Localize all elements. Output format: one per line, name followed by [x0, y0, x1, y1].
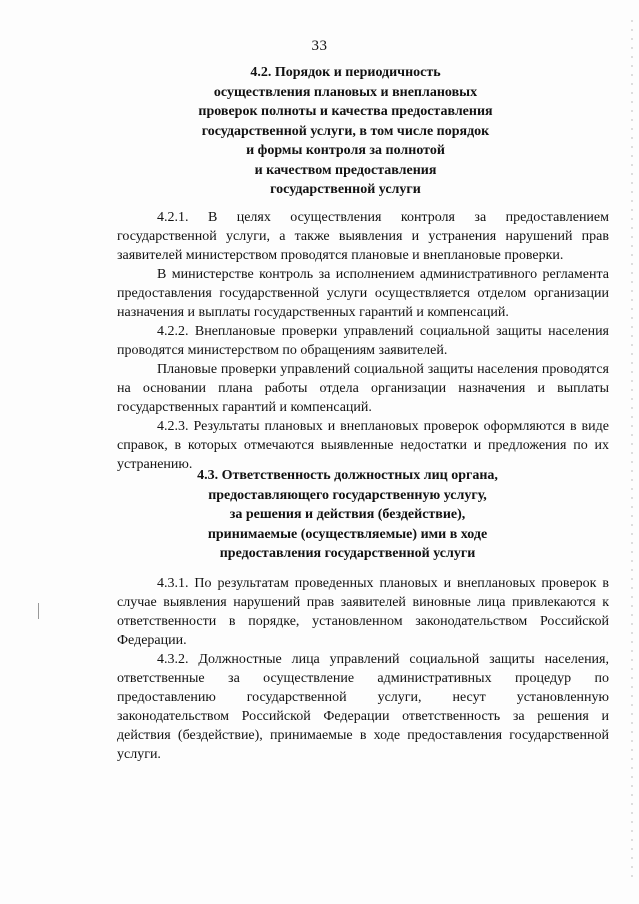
section-4-2-heading — [0, 63, 639, 200]
paragraph-4-2-2-planned: Плановые проверки управлений социальной защиты населения проводятся на основании плана работы отдела организации назначения и выплаты государственных гарантий и компенсаций. — [117, 362, 609, 415]
heading-line: государственной услуги, в том числе порядок — [201, 123, 490, 139]
heading-line: государственной услуги — [270, 182, 421, 197]
heading-line: принимаемые (осуществляемые) ими в ходе — [207, 526, 488, 542]
section-4-3-heading — [0, 466, 639, 564]
section-4-3-body — [117, 574, 609, 764]
paragraph-4-2-3: 4.2.3. Результаты плановых и внеплановых проверок оформляются в виде справок, в которых отмечаются выявленные недостатки и предложения по их устранению. — [117, 419, 609, 472]
heading-line: предоставления государственной услуги — [219, 546, 476, 561]
section-4-2-body — [117, 208, 609, 474]
scan-margin-mark — [38, 603, 39, 619]
heading-line: 4.2. Порядок и периодичность — [250, 65, 441, 80]
paragraph-4-2-1-control: В министерстве контроль за исполнением административного регламента предоставления государственной услуги осуществляется отделом организации назначения и выплаты государственных гарантий и компенсаций. — [117, 267, 609, 320]
paragraph-4-3-2: 4.3.2. Должностные лица управлений социальной защиты населения, ответственные за осуществление административных процедур по предоставлению государственной услуги, несут установленную законодательством Российской Федерации ответственность за решения и действия (бездействие), принимаемые в ходе предоставления государственной услуги. — [117, 652, 609, 762]
paragraph-4-2-2: 4.2.2. Внеплановые проверки управлений социальной защиты населения проводятся министерством по обращениям заявителей. — [117, 324, 609, 358]
paragraph-4-2-1: 4.2.1. В целях осуществления контроля за предоставлением государственной услуги, а также выявления и устранения нарушений прав заявителей министерством проводятся плановые и внеплановые проверки. — [117, 210, 609, 263]
heading-line: и формы контроля за полнотой — [246, 143, 445, 158]
heading-line: осуществления плановых и внеплановых — [213, 84, 478, 100]
paragraph-4-3-1: 4.3.1. По результатам проведенных плановых и внеплановых проверок в случае выявления нарушений прав заявителей виновные лица привлекаются к ответственности в порядке, установленном законодательством Российской Федерации. — [117, 576, 609, 648]
page-number: 33 — [311, 38, 328, 54]
heading-line: и качеством предоставления — [254, 162, 437, 178]
heading-line: 4.3. Ответственность должностных лиц органа, — [197, 468, 498, 483]
heading-line: предоставляющего государственную услугу, — [208, 487, 487, 503]
heading-line: проверок полноты и качества предоставления — [198, 104, 493, 119]
heading-line: за решения и действия (бездействие), — [229, 507, 466, 522]
